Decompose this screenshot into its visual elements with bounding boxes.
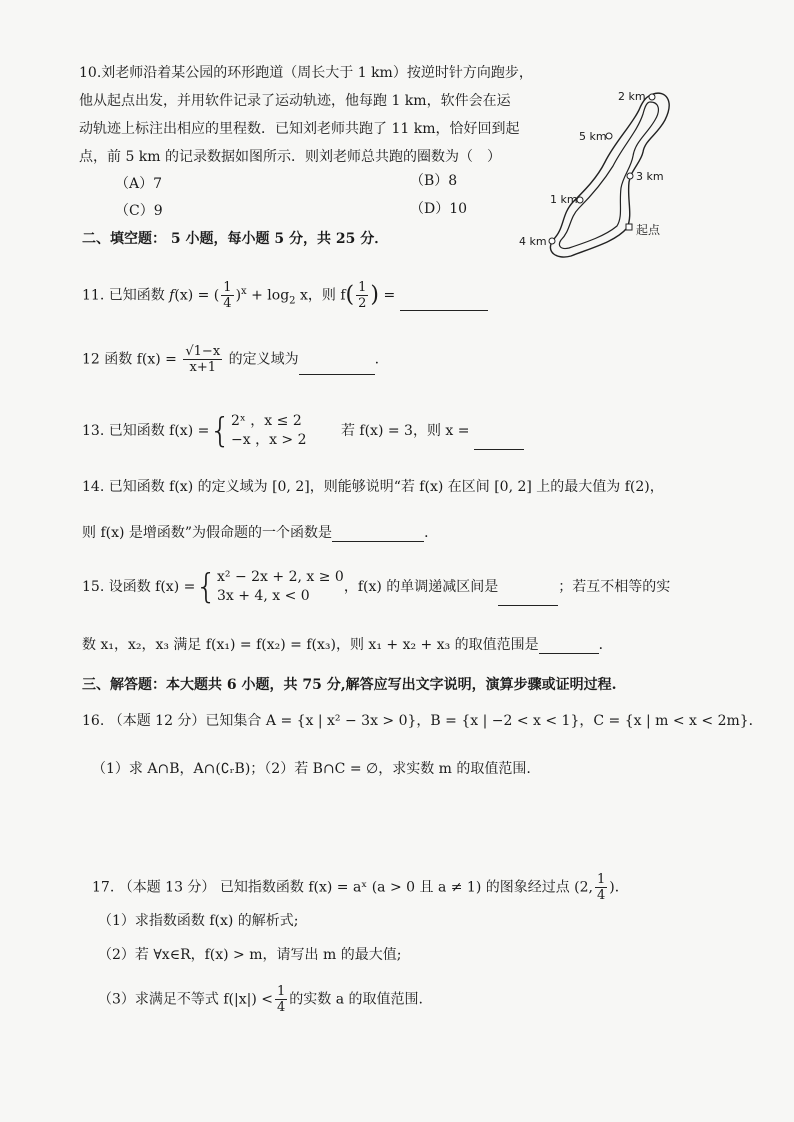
q10-line2: 他从起点出发，并用软件记录了运动轨迹，他每跑 1 km，软件会在运 [79,93,511,109]
q11-half-num: 1 [358,280,367,295]
q10-option-b: （B）8 [410,173,458,189]
q11-half [356,280,368,311]
q16-line2: （1）求 A∩B，A∩(∁ᵣB)；（2）若 B∩C = ∅，求实数 m 的取值范围. [92,761,531,777]
q13-answer-blank[interactable] [474,435,524,450]
q12-suffix: 的定义域为 [228,351,299,368]
q15-prefix: 设函数 f(x) = [108,579,196,595]
marker-4km [549,238,555,244]
q12 [82,344,379,375]
q11-half-den: 2 [358,296,367,311]
q14-line2 [82,524,438,542]
q12-numerator: √1−x [185,344,221,359]
q10-option-d: （D）10 [410,201,468,217]
q10-line4: 点，前 5 km 的记录数据如图所示．则刘老师总共跑的圈数为（ ） [79,149,502,165]
label-5km: 5 km [579,130,607,143]
q17-head-text: 17. （本题 13 分） 已知指数函数 f(x) = aˣ (a > 0 且 a ≠ 1) 的图象经过点 (2, [92,879,594,896]
q17-part3-prefix: （3）求满足不等式 f(|x|) < [98,991,273,1008]
q15-number: 15. [82,579,105,595]
q11-prefix: 已知函数 [108,287,165,304]
q11-log: + log [246,287,290,304]
q14-end: ． [424,525,439,541]
q15-cases [217,568,344,606]
q12-fraction [183,344,222,375]
q15-answer-blank-1[interactable] [498,591,558,606]
q17-head [92,872,629,903]
q13-number: 13. [82,423,105,439]
q17-part3-fraction [275,984,287,1015]
q15-case1: x² − 2x + 2, x ≥ 0 [217,569,344,585]
q15-case2: 3x + 4, x < 0 [217,588,310,604]
section2-title: 二、填空题： 5 小题，每小题 5 分，共 25 分． [82,231,389,247]
q13-suffix: 若 f(x) = 3，则 x = [340,423,470,439]
marker-2km [649,94,655,100]
q11-x: (x) = ( [174,287,220,304]
q13-case2: −x ，x > 2 [231,432,307,448]
q11-quarter-den: 4 [223,296,232,311]
q11-number: 11. [82,287,105,304]
q15-suffix: ；若互不相等的实 [558,579,671,595]
q13-case1: 2ˣ ，x ≤ 2 [231,413,302,429]
q17-part3-den: 4 [276,1000,286,1015]
q13: 13. 已知函数 f(x) ={ 2ˣ ，x ≤ 2 −x ，x > 2 若 f(x) = 3，则 x = [82,412,524,450]
q11-equals: = [379,287,396,304]
q17-part3 [98,984,423,1015]
marker-1km [577,197,583,203]
q17-point-fraction [595,872,607,903]
label-2km: 2 km [618,90,646,103]
q16-line1: 16. （本题 12 分）已知集合 A = {x | x² − 3x > 0}，B = {x | −2 < x < 1}，C = {x | m < x < 2m}． [82,713,763,729]
label-4km: 4 km [519,235,547,248]
q11-then: x，则 f [295,287,346,304]
marker-start [626,224,632,230]
q11-log-base: 2 [289,295,296,307]
q17-head-end: )． [609,879,629,896]
label-3km: 3 km [636,170,664,183]
marker-5km [606,133,612,139]
q15-middle: ，f(x) 的单调递减区间是 [343,579,499,595]
q17-part3-num: 1 [276,984,286,999]
q15-line2 [82,636,613,654]
section3-title: 三、解答题：本大题共 6 小题，共 75 分,解答应写出文字说明，演算步骤或证明过程. [82,677,617,693]
q17-part2: （2）若 ∀x∈R，f(x) > m，请写出 m 的最大值; [98,947,402,963]
q11-exp: x [241,285,247,297]
label-1km: 1 km [550,193,578,206]
q15-answer-blank-2[interactable] [539,639,599,654]
q13-cases [231,412,307,450]
q10-line1: 10.刘老师沿着某公园的环形跑道（周长大于 1 km）按逆时针方向跑步， [79,65,533,81]
q11-quarter-num: 1 [223,280,232,295]
q12-number: 12 [82,351,100,368]
q17-part1: （1）求指数函数 f(x) 的解析式; [98,913,299,929]
q17-point-num: 1 [597,872,606,887]
q12-prefix: 函数 f(x) = [104,351,177,368]
q17-point-den: 4 [597,888,606,903]
q12-denominator: x+1 [189,360,217,375]
q10-option-a: （A）7 [115,176,163,192]
q13-prefix: 已知函数 f(x) = [108,423,210,439]
label-start: 起点 [636,223,661,237]
q10-option-c: （C）9 [115,203,163,219]
q14-line2-text: 则 f(x) 是增函数”为假命题的一个函数是 [82,525,333,541]
q14-line1: 14. 已知函数 f(x) 的定义域为 [0, 2]，则能够说明“若 f(x) 在区间 [0, 2] 上的最大值为 f(2)， [82,479,664,495]
q11-quarter [221,280,233,311]
q12-end: . [374,351,380,368]
q11-f: f [169,287,175,304]
q14-answer-blank[interactable] [332,527,424,542]
q11: 11. 已知函数 f(x) = ( $\frac{1}{4}$ )$^x + \log_2 x$，则 f( $\frac{1}{2}$ ) = [82,280,488,311]
q15-end: ． [598,637,613,653]
running-track-figure [505,80,705,265]
q10-line3: 动轨迹上标注出相应的里程数．已知刘老师共跑了 11 km，恰好回到起 [79,121,520,137]
q17-part3-suffix: 的实数 a 的取值范围. [289,991,423,1008]
q15-line2-text: 数 x₁，x₂，x₃ 满足 f(x₁) = f(x₂) = f(x₃)，则 x₁ + x₂ + x₃ 的取值范围是 [82,637,539,653]
q12-answer-blank[interactable] [299,360,375,375]
q11-answer-blank[interactable] [400,296,488,311]
marker-3km [627,173,633,179]
q15: 15. 设函数 f(x) ={ x² − 2x + 2, x ≥ 0 3x + 4, x < 0 ，f(x) 的单调递减区间是 ；若互不相等的实 [82,567,671,607]
q11-rparen: ) [235,287,242,304]
